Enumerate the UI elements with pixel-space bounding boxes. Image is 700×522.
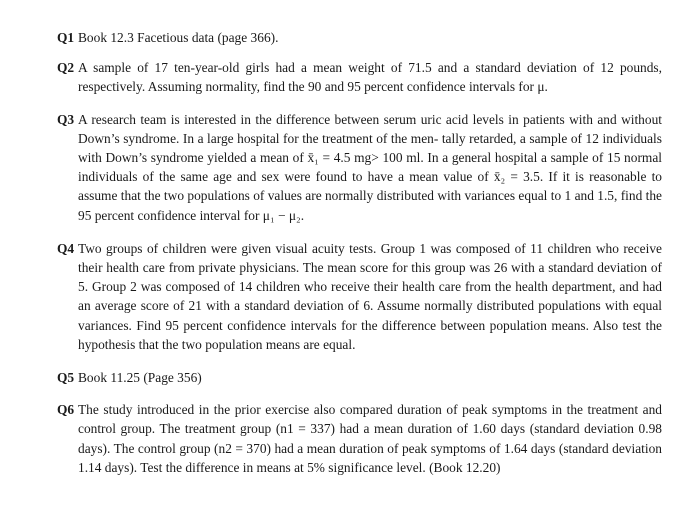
question-5-text: Book 11.25 (Page 356) — [78, 370, 202, 386]
question-3-label: Q3 — [57, 111, 75, 127]
question-sheet — [57, 28, 662, 477]
question-2-text: A sample of 17 ten-year-old girls had a mean weight of 71.5 and a standard deviation of 12 pounds, respectively. Assuming normality, find the 90 and 95 percent confidence intervals for μ. — [78, 60, 662, 95]
question-1-label: Q1 — [57, 30, 75, 45]
question-2-label: Q2 — [57, 60, 75, 76]
question-6-label: Q6 — [57, 402, 75, 418]
question-4-text: Two groups of children were given visual acuity tests. Group 1 was composed of 11 children who receive their health care from private physicians. The mean score for this group was 26 with a standard deviation of 5. Group 2 was composed of 14 children who receive their health care from the health department, and had an average score of 21 with a standard deviation of 6. Assume normally distributed populations with equal variances. Find 95 percent confidence intervals for the difference between population means. Also test the hypothesis that the two population means are equal. — [78, 240, 662, 352]
question-3-text: A research team is interested in the difference between serum uric acid levels in patients with and without Down’s syndrome. In a large hospital for the treatment of the men- tally retarded, a sample of 12 individuals with Down’s syndrome yielded a mean of x̄₁ = 4.5 mg> 100 ml. In a general hospital a sample of 15 normal individuals of the same age and sex were found to have a mean value of x̄₂ = 3.5. If it is reasonable to assume that the two populations of values are normally distributed with variances equal to 1 and 1.5, find the 95 percent confidence interval for μ₁ − μ₂. — [78, 111, 662, 223]
question-4 — [57, 239, 662, 354]
question-1 — [57, 28, 662, 47]
question-5-label: Q5 — [57, 370, 75, 386]
question-4-label: Q4 — [57, 240, 75, 256]
question-6 — [57, 400, 662, 477]
question-5 — [57, 368, 662, 387]
question-2 — [57, 58, 662, 96]
question-1-text: Book 12.3 Facetious data (page 366). — [78, 30, 279, 45]
question-3 — [57, 110, 662, 225]
question-6-text: The study introduced in the prior exercise also compared duration of peak symptoms in the treatment and control group. The treatment group (n1 = 337) had a mean duration of 1.60 days (standard deviation 0.98 days). The control group (n2 = 370) had a mean duration of peak symptoms of 1.64 days (standard deviation 1.14 days). Test the difference in means at 5% significance level. (Book 12.20) — [78, 402, 662, 475]
